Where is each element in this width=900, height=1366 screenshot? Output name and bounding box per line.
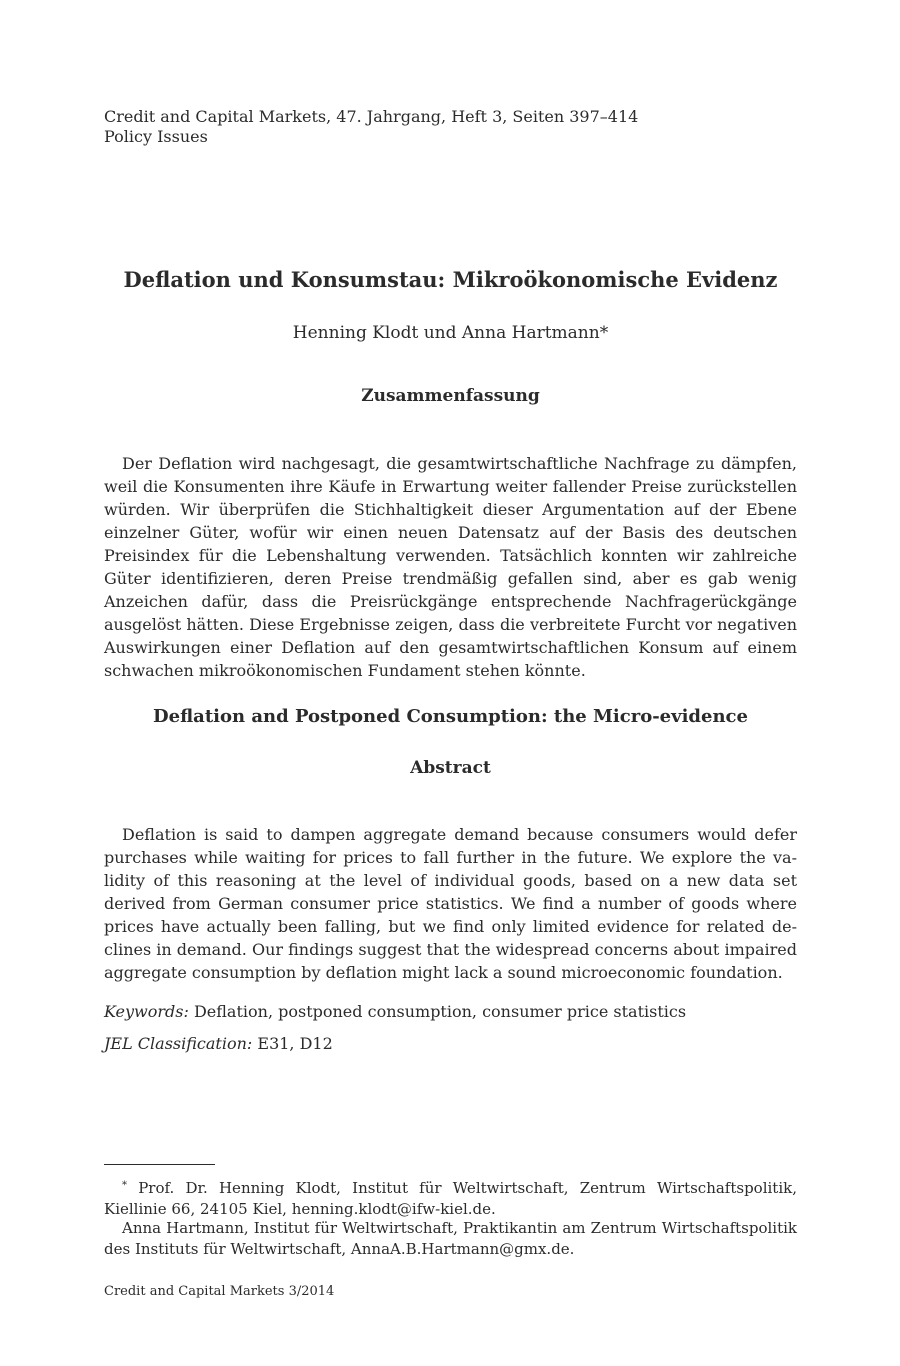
keywords-value: Deflation, postponed consumption, consumer price statistics — [188, 1002, 687, 1021]
abstract-heading: Abstract — [410, 758, 491, 778]
keywords — [104, 1001, 797, 1023]
jel-label: JEL Classification: — [104, 1034, 253, 1053]
zusammenfassung-heading: Zusammenfassung — [361, 386, 540, 406]
footnote-authors-1 — [104, 1175, 797, 1220]
running-header — [104, 107, 638, 147]
footnote-rule — [104, 1164, 215, 1165]
paper-title: Deflation und Konsumstau: Mikroökonomische Evidenz — [123, 267, 778, 292]
page — [104, 0, 797, 1366]
journal-info: Credit and Capital Markets, 47. Jahrgang, Heft 3, Seiten 397–414 — [104, 107, 639, 126]
footnote-1-text: Prof. Dr. Henning Klodt, Institut für Weltwirtschaft, Zentrum Wirtschaftspolitik, Kiellinie 66, 24105 Kiel, henning.klodt@ifw-kiel.de. — [104, 1179, 797, 1218]
keywords-label: Keywords: — [104, 1002, 189, 1021]
jel-classification — [104, 1033, 797, 1055]
footnote-marker: * — [122, 1180, 127, 1191]
section-label: Policy Issues — [104, 127, 208, 146]
german-abstract-text: Der Deflation wird nachgesagt, die gesamtwirtschaftliche Nachfrage zu dämpfen, weil die Konsumenten ihre Käufe in Erwartung weiter fallender Preise zurückstellen würden. Wir überprüfen die Stichhaltigkeit dieser Argumentation auf der Ebene einzelner Güter, wofür wir einen neuen Datensatz auf der Basis des deutschen Preisindex für die Lebenshaltung verwenden. Tatsächlich konnten wir zahlreiche Güter identifizieren, deren Preise trendmäßig gefallen sind, aber es gab wenig Anzeichen dafür, dass die Preisrückgänge entsprechende Nachfragerückgänge ausgelöst hätten. Diese Ergebnisse zeigen, dass die verbreitete Furcht vor negativen Auswirkungen einer Deflation auf den gesamtwirtschaftlichen Konsum auf einem schwachen mikroökonomischen Fundament stehen könnte. — [104, 454, 797, 680]
running-footer: Credit and Capital Markets 3/2014 — [104, 1284, 335, 1299]
jel-value: E31, D12 — [252, 1034, 333, 1053]
english-title: Deflation and Postponed Consumption: the Micro-evidence — [153, 706, 748, 727]
english-abstract-text: Deflation is said to dampen aggregate demand because consumers would defer purchases while waiting for prices to fall further in the future. We explore the validity of this reasoning at the level of individual goods, based on a new data set derived from German consumer price statistics. We find a number of goods where prices have actually been falling, but we find only limited evidence for related declines in demand. Our findings suggest that the widespread concerns about impaired aggregate consumption by deflation might lack a sound microeconomic foundation. — [104, 825, 797, 982]
footnote-authors-2: Anna Hartmann, Institut für Weltwirtschaft, Praktikantin am Zentrum Wirtschaftspolitik des Instituts für Weltwirtschaft, AnnaA.B.Hartmann@gmx.de. — [104, 1219, 797, 1258]
authors: Henning Klodt und Anna Hartmann* — [292, 323, 609, 343]
